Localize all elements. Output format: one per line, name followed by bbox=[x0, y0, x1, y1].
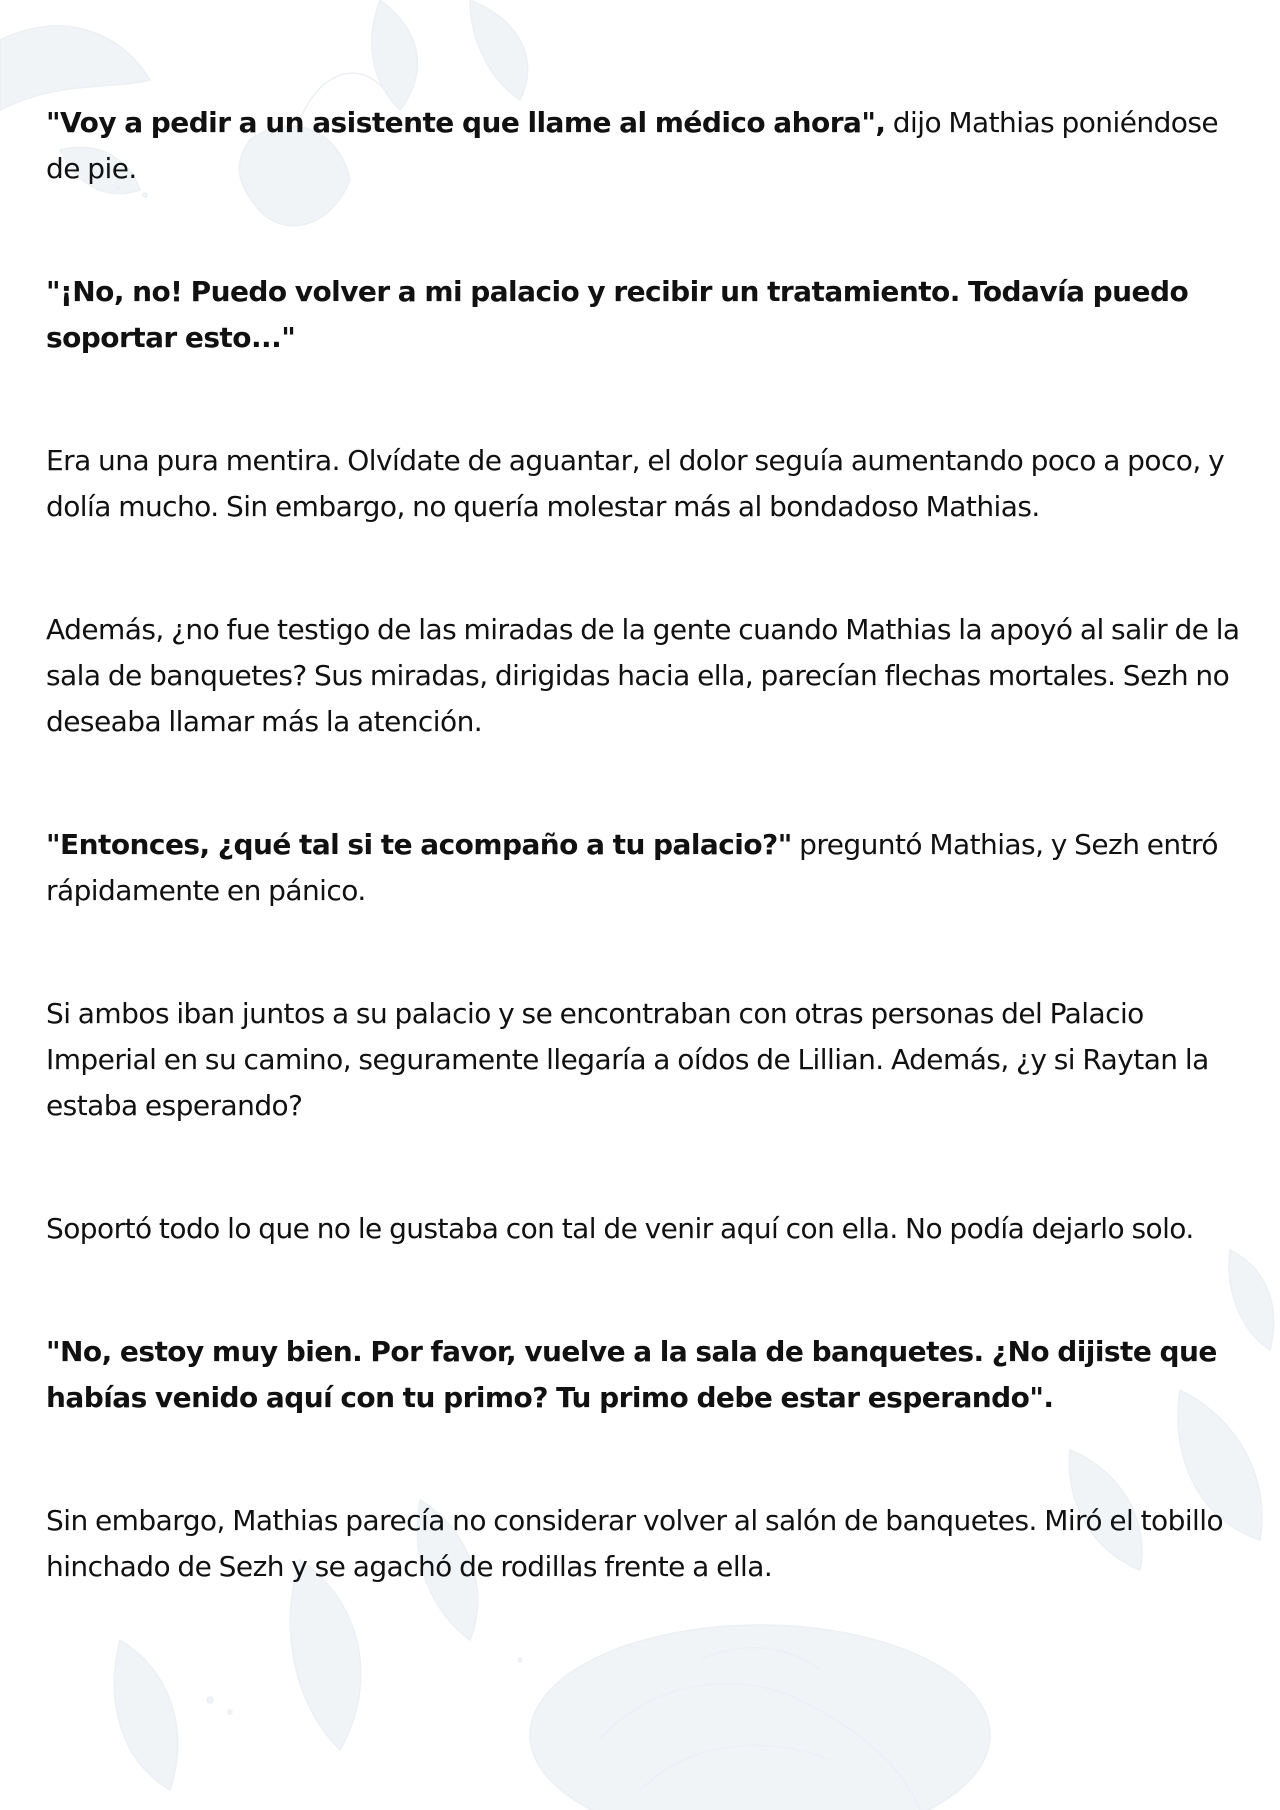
narration-text: Si ambos iban juntos a su palacio y se encontraban con otras personas del Palacio Imperial en su camino, seguramente llegaría a oídos de Lillian. Además, ¿y si Raytan la estaba esperando? bbox=[46, 997, 1209, 1122]
paragraph-7 bbox=[46, 1206, 1251, 1252]
dialogue-text: "¡No, no! Puedo volver a mi palacio y recibir un tratamiento. Todavía puedo soportar esto..." bbox=[46, 275, 1189, 354]
paragraph-2 bbox=[46, 269, 1251, 361]
narration-text: Sin embargo, Mathias parecía no considerar volver al salón de banquetes. Miró el tobillo hinchado de Sezh y se agachó de rodillas frente a ella. bbox=[46, 1504, 1224, 1583]
narration-text: preguntó Mathias, y Sezh entró rápidamente en pánico. bbox=[46, 828, 1218, 907]
narration-text: dijo Mathias poniéndose de pie. bbox=[46, 106, 1219, 185]
dialogue-text: "Voy a pedir a un asistente que llame al médico ahora", bbox=[46, 106, 886, 139]
document-body bbox=[46, 100, 1251, 1590]
dialogue-text: "No, estoy muy bien. Por favor, vuelve a la sala de banquetes. ¿No dijiste que habías venido aquí con tu primo? Tu primo debe estar esperando". bbox=[46, 1335, 1217, 1414]
narration-text: Era una pura mentira. Olvídate de aguantar, el dolor seguía aumentando poco a poco, y dolía mucho. Sin embargo, no quería molestar más al bondadoso Mathias. bbox=[46, 444, 1225, 523]
narration-text: Soportó todo lo que no le gustaba con tal de venir aquí con ella. No podía dejarlo solo. bbox=[46, 1212, 1194, 1245]
paragraph-6 bbox=[46, 991, 1251, 1129]
paragraph-8 bbox=[46, 1329, 1251, 1421]
paragraph-5 bbox=[46, 822, 1251, 914]
paragraph-9 bbox=[46, 1498, 1251, 1590]
paragraph-4 bbox=[46, 607, 1251, 745]
narration-text: Además, ¿no fue testigo de las miradas de la gente cuando Mathias la apoyó al salir de la sala de banquetes? Sus miradas, dirigidas hacia ella, parecían flechas mortales. Sezh no deseaba llamar más la atención. bbox=[46, 613, 1240, 738]
paragraph-1 bbox=[46, 100, 1251, 192]
paragraph-3 bbox=[46, 438, 1251, 530]
dialogue-text: "Entonces, ¿qué tal si te acompaño a tu palacio?" bbox=[46, 828, 792, 861]
